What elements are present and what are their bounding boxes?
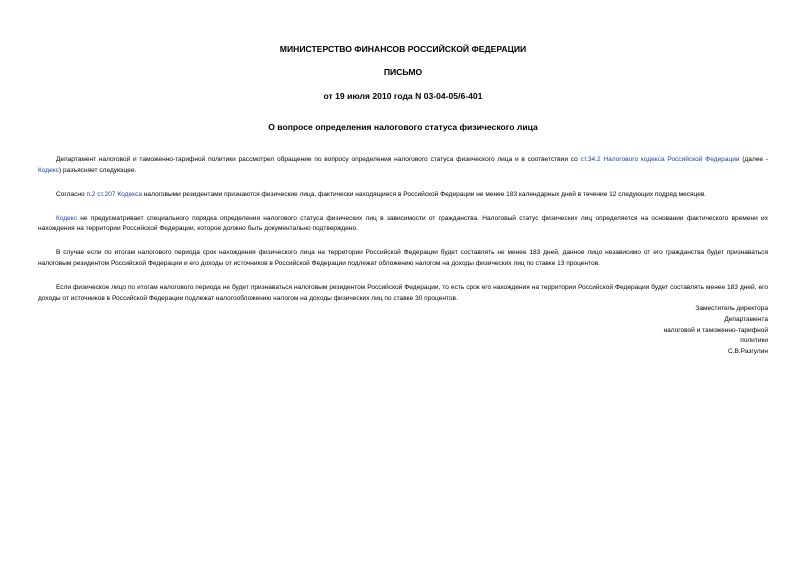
paragraph-4 (38, 248, 768, 269)
paragraph-text: ) разъясняет следующее. (58, 166, 137, 174)
paragraph-2 (38, 190, 768, 201)
document-body (38, 155, 768, 304)
paragraph-text: Департамент налоговой и таможенно-тарифной политики рассмотрел обращение по вопросу определения налогового статуса физического лица и в соответствии со (56, 156, 581, 163)
signature-block (568, 304, 768, 358)
paragraph-text: не предусматривает специального порядка определения налогового статуса физических лиц в зависимости от гражданства. Налоговый статус физических лиц определяется на основании фактического времени их нахождения на территории Российской Федерации, которое должно быть документально подтверждено. (38, 214, 768, 233)
document-date-number: от 19 июля 2010 года N 03-04-05/6-401 (323, 91, 483, 101)
paragraph-text: Согласно (56, 190, 87, 198)
paragraph-text: (далее - (739, 156, 768, 163)
paragraph-text: Если физическое лицо по итогам налогового периода не будет признаваться налоговым резидентом Российской Федерации, то есть срок его нахождения на территории Российской Федерации будет составлять менее 183 дней, его доходы от источников в Российской Федерации подлежат налогообложению налогом на доходы физических лиц по ставке 30 процентов. (38, 284, 768, 302)
paragraph-text: В случае если по итогам налогового периода срок нахождения физического лица на территории Российской Федерации будет составлять не менее 183 дней, данное лицо независимо от его гражданства будет признаваться налоговым резидентом Российской Федерации и его доходы от источников в Российской Федерации подлежат обложению налогом на доходы физических лиц по ставке 13 процентов. (38, 249, 768, 268)
link-code[interactable]: Кодекс (38, 166, 59, 174)
paragraph-3 (38, 214, 768, 235)
signature-department: Департамента (724, 315, 768, 323)
signature-department-name: налоговой и таможенно-тарифной (663, 326, 768, 334)
document-subject: О вопросе определения налогового статуса физического лица (268, 122, 538, 132)
signature-name: С.В.Разгулин (727, 348, 768, 356)
link-code[interactable]: Кодекс (56, 214, 77, 222)
link-article-207[interactable]: п.2 ст.207 Кодекса (86, 190, 142, 198)
document-page (38, 44, 768, 318)
signature-department-policy: политики (740, 337, 768, 345)
signature-position: Заместитель директора (695, 305, 768, 312)
paragraph-1 (38, 155, 768, 176)
ministry-title: МИНИСТЕРСТВО ФИНАНСОВ РОССИЙСКОЙ ФЕДЕРАЦИИ (279, 44, 527, 54)
link-article-34-2[interactable]: ст.34.2 Налогового кодекса Российской Федерации (580, 156, 740, 163)
paragraph-text: налоговыми резидентами признаются физические лица, фактически находящиеся в Российской Федерации не менее 183 календарных дней в течение 12 следующих подряд месяцев. (142, 190, 707, 198)
paragraph-5 (38, 283, 768, 304)
document-type: ПИСЬМО (383, 67, 423, 77)
